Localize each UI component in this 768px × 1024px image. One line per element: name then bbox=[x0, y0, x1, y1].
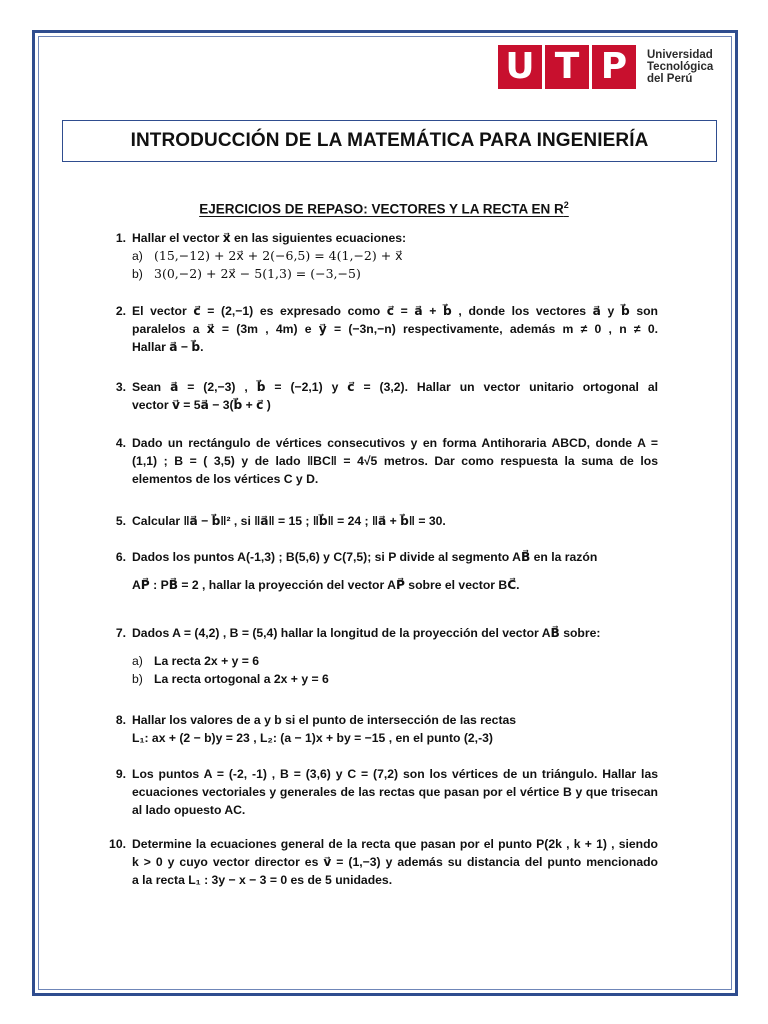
subitem-label: b) bbox=[132, 267, 143, 281]
spacer bbox=[132, 642, 658, 652]
exercise-number: 1. bbox=[115, 231, 126, 245]
exercise-number: 2. bbox=[115, 304, 126, 318]
exercise-line: k > 0 y cuyo vector director es v⃗ = (1,−3) y además su distancia del punto mencionado bbox=[132, 855, 658, 869]
exercise-9 bbox=[115, 765, 658, 819]
exercise-line: Calcular ‖a⃗ − b⃗‖² , si ‖a⃗‖ = 15 ; ‖b⃗‖ = 24 ; ‖a⃗ + b⃗‖ = 30. bbox=[132, 514, 446, 528]
exercise-line: Sean a⃗ = (2,−3) , b⃗ = (−2,1) y c⃗ = (3,2). Hallar un vector unitario ortogonal al bbox=[132, 380, 658, 394]
exercise-subitem bbox=[132, 652, 658, 670]
logo-letter-u: U bbox=[498, 45, 542, 89]
exercise-line: al lado opuesto AC. bbox=[132, 803, 246, 817]
exercise-5 bbox=[115, 512, 658, 530]
subtitle-text: EJERCICIOS DE REPASO: VECTORES Y LA RECTA EN R bbox=[199, 201, 564, 217]
exercise-line: Los puntos A = (-2, -1) , B = (3,6) y C = (7,2) son los vértices de un triángulo. Hallar las bbox=[132, 767, 658, 781]
exercise-number: 9. bbox=[115, 767, 126, 781]
page-title: INTRODUCCIÓN DE LA MATEMÁTICA PARA INGENIERÍA bbox=[130, 130, 649, 151]
exercise-line: (1,1) ; B = ( 3,5) y de lado ‖BC‖ = 4√5 metros. Dar como respuesta la suma de los bbox=[132, 454, 658, 468]
subitem-label: a) bbox=[132, 249, 143, 263]
exercise-subitem bbox=[132, 247, 658, 265]
exercise-number: 10. bbox=[109, 837, 126, 851]
logo-letter-t: T bbox=[545, 45, 589, 89]
subitem-label: a) bbox=[132, 654, 143, 668]
exercise-line: El vector c⃗ = (2,−1) es expresado como c⃗ = a⃗ + b⃗ , donde los vectores a⃗ y b⃗ son bbox=[132, 304, 658, 318]
subitem-text: (15,−12) + 2x⃗ + 2(−6,5) = 4(1,−2) + x⃗ bbox=[154, 248, 403, 263]
exercise-line: Dado un rectángulo de vértices consecutivos y en forma Antihoraria ABCD, donde A = bbox=[132, 436, 658, 450]
exercise-line: Determine la ecuaciones general de la recta que pasan por el punto P(2k , k + 1) , siendo bbox=[132, 837, 658, 851]
exercise-8 bbox=[115, 711, 658, 747]
exercise-subitem bbox=[132, 670, 658, 688]
exercise-number: 4. bbox=[115, 436, 126, 450]
exercise-number: 8. bbox=[115, 713, 126, 727]
exercise-line: paralelos a x⃗ = (3m , 4m) e y⃗ = (−3n,−n) respectivamente, además m ≠ 0 , n ≠ 0. bbox=[132, 322, 658, 336]
logo-text-line: del Perú bbox=[647, 73, 693, 85]
spacer bbox=[132, 566, 658, 576]
logo-text-line: Tecnológica bbox=[647, 61, 714, 73]
exercise-line: elementos de los vértices C y D. bbox=[132, 472, 319, 486]
exercise-line: ecuaciones vectoriales y generales de las rectas que pasan por el vértice B y que trisecan bbox=[132, 785, 658, 799]
exercise-number: 3. bbox=[115, 380, 126, 394]
exercise-3 bbox=[115, 378, 658, 414]
logo-mark bbox=[498, 45, 639, 89]
exercise-6 bbox=[115, 548, 658, 594]
title-box bbox=[62, 120, 717, 162]
subitem-label: b) bbox=[132, 672, 143, 686]
exercise-line: vector v⃗ = 5a⃗ − 3(b⃗ + c⃗ ) bbox=[132, 398, 271, 412]
exercise-7 bbox=[115, 624, 658, 688]
subitem-text: La recta 2x + y = 6 bbox=[154, 654, 260, 668]
exercise-line: Dados A = (4,2) , B = (5,4) hallar la longitud de la proyección del vector AB⃗ sobre: bbox=[132, 626, 601, 640]
exercise-1 bbox=[115, 229, 658, 283]
subitem-text: 3(0,−2) + 2x⃗ − 5(1,3) = (−3,−5) bbox=[154, 266, 361, 281]
exercise-4 bbox=[115, 434, 658, 488]
exercise-subitem bbox=[132, 265, 658, 283]
exercise-number: 6. bbox=[115, 550, 126, 564]
exercise-line: Hallar el vector x⃗ en las siguientes ecuaciones: bbox=[132, 231, 407, 245]
exercise-line: Hallar a⃗ − b⃗. bbox=[132, 340, 204, 354]
logo-institution-name bbox=[647, 49, 713, 85]
utp-logo bbox=[498, 45, 713, 89]
exercise-number: 7. bbox=[115, 626, 126, 640]
logo-text-line: Universidad bbox=[647, 49, 713, 61]
logo-letter-p: P bbox=[592, 45, 636, 89]
subitem-text: La recta ortogonal a 2x + y = 6 bbox=[154, 672, 329, 686]
exercise-2 bbox=[115, 302, 658, 356]
exercise-line: a la recta L₁ : 3y − x − 3 = 0 es de 5 unidades. bbox=[132, 873, 393, 887]
exercise-line: L₁: ax + (2 − b)y = 23 , L₂: (a − 1)x + by = −15 , en el punto (2,-3) bbox=[132, 731, 493, 745]
exercise-10 bbox=[109, 835, 658, 889]
exercise-line: Dados los puntos A(-1,3) ; B(5,6) y C(7,5); si P divide al segmento AB⃗ en la razón bbox=[132, 550, 598, 564]
section-subtitle bbox=[0, 200, 768, 217]
exercise-line: Hallar los valores de a y b si el punto de intersección de las rectas bbox=[132, 713, 517, 727]
exercise-number: 5. bbox=[115, 514, 126, 528]
subtitle-superscript: 2 bbox=[563, 200, 569, 210]
exercise-line: AP⃗ : PB⃗ = 2 , hallar la proyección del vector AP⃗ sobre el vector BC⃗. bbox=[132, 578, 520, 592]
